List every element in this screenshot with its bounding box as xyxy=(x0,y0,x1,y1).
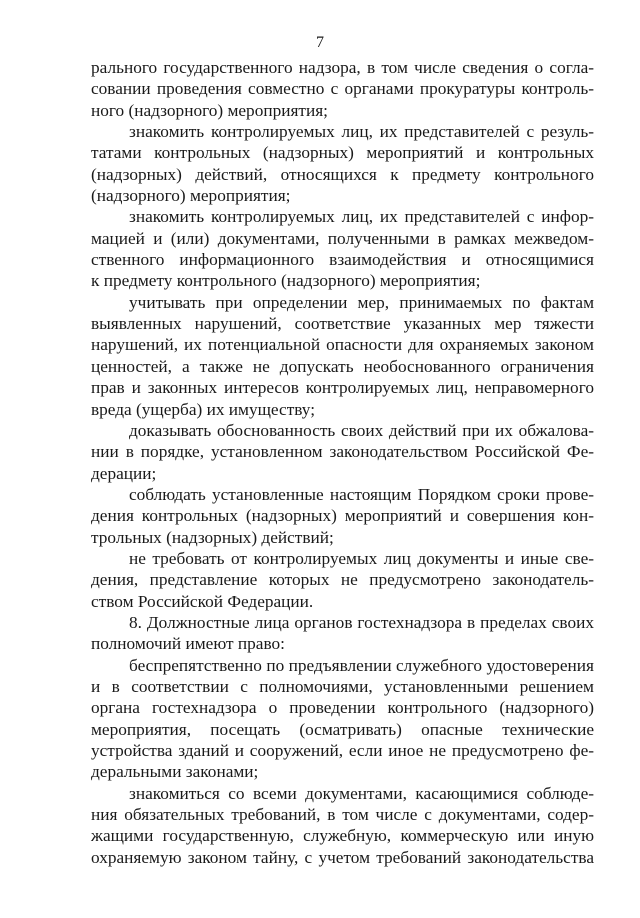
text-line: и в соответствии с полномочиями, установленными решением xyxy=(91,676,594,696)
text-line: ством Российской Федерации. xyxy=(91,591,314,611)
text-line: ного (надзорного) мероприятия; xyxy=(91,100,328,120)
text-line: не требовать от контролируемых лиц документы и иные све- xyxy=(129,548,594,568)
text-line: знакомить контролируемых лиц, их представителей с резуль- xyxy=(129,122,594,142)
text-line: жащими государственную, служебную, коммерческую или иную xyxy=(91,826,594,846)
text-line: учитывать при определении мер, принимаемых по фактам xyxy=(129,292,594,312)
text-line: нии в порядке, установленном законодательством Российской Фе- xyxy=(91,442,594,462)
page-number: 7 xyxy=(316,34,324,51)
text-line: (надзорных) действий, относящихся к предмету контрольного xyxy=(91,164,594,184)
text-line: совании проведения совместно с органами прокуратуры контроль- xyxy=(91,79,594,99)
text-line: охраняемую законом тайну, с учетом требований законодательства xyxy=(91,847,594,867)
text-line: устройства зданий и сооружений, если иное не предусмотрено фе- xyxy=(91,741,594,760)
text-line: дения контрольных (надзорных) мероприятий и совершения кон- xyxy=(91,506,594,526)
text-line: дерации; xyxy=(91,463,157,483)
text-line: вреда (ущерба) их имуществу; xyxy=(91,399,316,419)
text-line: соблюдать установленные настоящим Порядком сроки прове- xyxy=(129,484,594,504)
text-line: мацией и (или) документами, полученными в рамках межведом- xyxy=(91,228,594,248)
text-line: ния обязательных требований, в том числе с документами, содер- xyxy=(91,805,594,825)
text-line: нарушений, их потенциальной опасности для охраняемых законом xyxy=(91,335,594,355)
text-line: трольных (надзорных) действий; xyxy=(91,527,334,547)
text-line: ценностей, а также не допускать необоснованного ограничения xyxy=(91,356,594,376)
text-line: к предмету контрольного (надзорного) мероприятия; xyxy=(91,271,481,291)
text-line: (надзорного) мероприятия; xyxy=(91,186,291,206)
text-line: прав и законных интересов контролируемых лиц, неправомерного xyxy=(91,378,594,398)
text-line: рального государственного надзора, в том числе сведения о согла- xyxy=(91,58,594,77)
text-line: 8. Должностные лица органов гостехнадзора в пределах своих xyxy=(129,612,594,632)
text-line: знакомиться со всеми документами, касающимися соблюде- xyxy=(129,783,594,803)
text-line: беспрепятственно по предъявлении служебного удостоверения xyxy=(129,655,594,675)
text-line: органа гостехнадзора о проведении контрольного (надзорного) xyxy=(91,698,594,718)
text-line: дения, представление которых не предусмотрено законодатель- xyxy=(91,570,594,590)
text-line: ственного информационного взаимодействия и относящимися xyxy=(91,250,594,270)
text-line: полномочий имеют право: xyxy=(91,634,285,654)
text-line: деральными законами; xyxy=(91,762,259,782)
text-line: татами контрольных (надзорных) мероприятий и контрольных xyxy=(91,143,594,163)
text-line: знакомить контролируемых лиц, их представителей с инфор- xyxy=(129,207,594,227)
text-line: выявленных нарушений, соответствие указанных мер тяжести xyxy=(91,314,594,334)
document-body xyxy=(91,57,594,868)
text-line: мероприятия, посещать (осматривать) опасные технические xyxy=(91,719,594,739)
text-line: доказывать обоснованность своих действий при их обжалова- xyxy=(129,420,594,440)
